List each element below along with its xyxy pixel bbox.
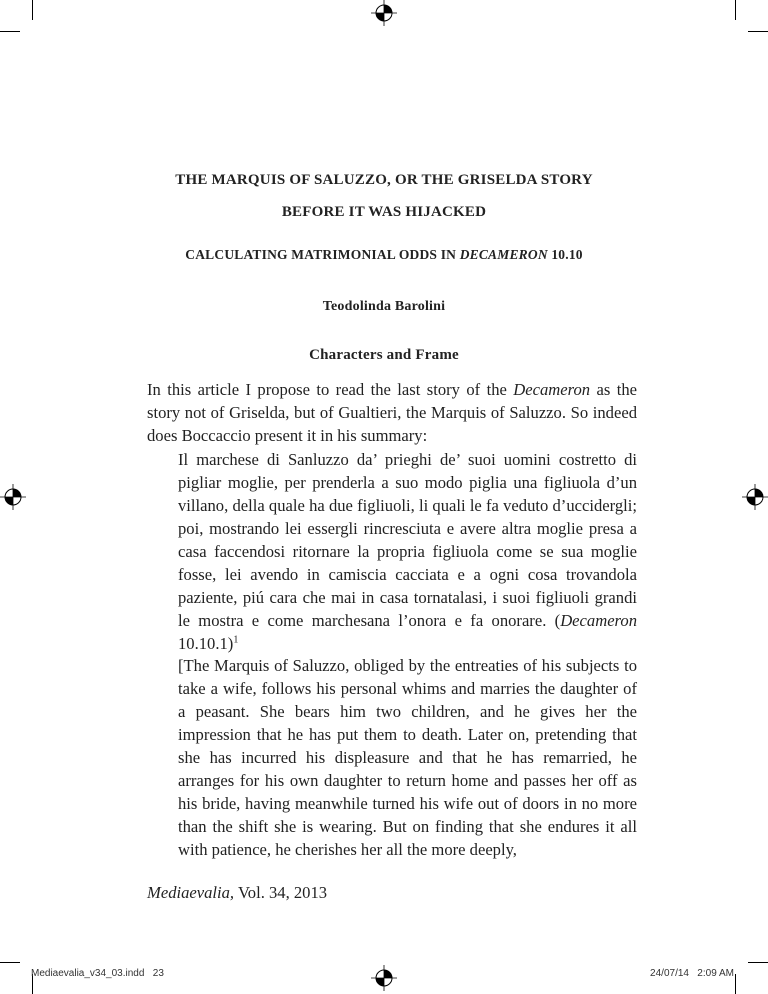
body-paragraph (147, 378, 637, 447)
crop-mark-bottom-right-h (748, 962, 768, 963)
block-quote-english: [The Marquis of Saluzzo, obliged by the entreaties of his subjects to take a wife, follows his personal whims and marries the daughter of a peasant. She bears him two children, and he gives her the impression that he has put them to death. Later on, pretending that she has incurred his displeasure and that he has remarried, he arranges for his own daughter to return home and passes her off as his bride, having meanwhile turned his wife out of doors in no more than the shift she is wearing. But on finding that she endures it all with patience, he cherishes her all the more deeply, (178, 656, 637, 859)
section-heading: Characters and Frame (309, 347, 459, 363)
registration-mark-bottom-icon (371, 965, 397, 991)
block-quote-italian (178, 448, 637, 655)
crop-mark-bottom-left-h (0, 962, 20, 963)
article-subtitle (0, 247, 768, 263)
article-title-line-1: THE MARQUIS OF SALUZZO, OR THE GRISELDA STORY (175, 172, 593, 188)
crop-mark-top-left (32, 0, 33, 20)
author-name: Teodolinda Barolini (322, 299, 446, 314)
registration-mark-right-icon (742, 484, 768, 510)
footnote-mark[interactable]: 1 (233, 634, 239, 646)
article-title-line-2: BEFORE IT WAS HIJACKED (281, 204, 487, 220)
registration-mark-left-icon (0, 484, 26, 510)
para-italic: Decameron (513, 380, 591, 399)
print-slug-timestamp: 24/07/14 2:09 AM (650, 968, 734, 979)
crop-mark-top-right (735, 0, 736, 20)
registration-mark-top-icon (371, 0, 397, 26)
crop-mark-top-right-h (748, 31, 768, 32)
crop-mark-top-left-h (0, 31, 20, 32)
journal-name: Mediaevalia, (147, 883, 235, 902)
quote-italian-text: Il marchese di Sanluzzo da’ prieghi de’ suoi uomini costretto di pigliar moglie, per prenderla a suo modo piglia una figliuola d’un villano, della quale ha due figliuoli, li quali le fa veduto d’uccidergli; poi, mostrando lei essergli rincresciuta e avere altra moglie presa a casa faccendosi ritornare la propria figliuola come se sua moglie fosse, lei avendo in camiscia cacciata e a ogni cosa trovandola paziente, piú cara che mai in casa tornatalasi, i suoi figliuoli grandi le mostra e come marchesana l’onora e fa onorare. ( (178, 450, 637, 630)
journal-citation (147, 883, 327, 903)
subtitle-italic: DECAMERON (459, 247, 548, 262)
quote-italian-ref: 10.10.1) (178, 634, 234, 653)
subtitle-suffix: 10.10 (547, 247, 583, 262)
quote-italian-ref-italic: Decameron (560, 611, 637, 630)
para-text-a: In this article I propose to read the last story of the (147, 380, 514, 399)
journal-volume: Vol. 34, 2013 (234, 883, 328, 902)
print-slug-file: Mediaevalia_v34_03.indd 23 (31, 968, 164, 979)
crop-mark-bottom-right (735, 974, 736, 994)
subtitle-prefix: CALCULATING MATRIMONIAL ODDS IN (185, 247, 460, 262)
para-text-b: as the story not of Griselda, but of Gualtieri, the Marquis of Saluzzo. So indeed does Boccaccio present it in his summary: (147, 380, 637, 445)
